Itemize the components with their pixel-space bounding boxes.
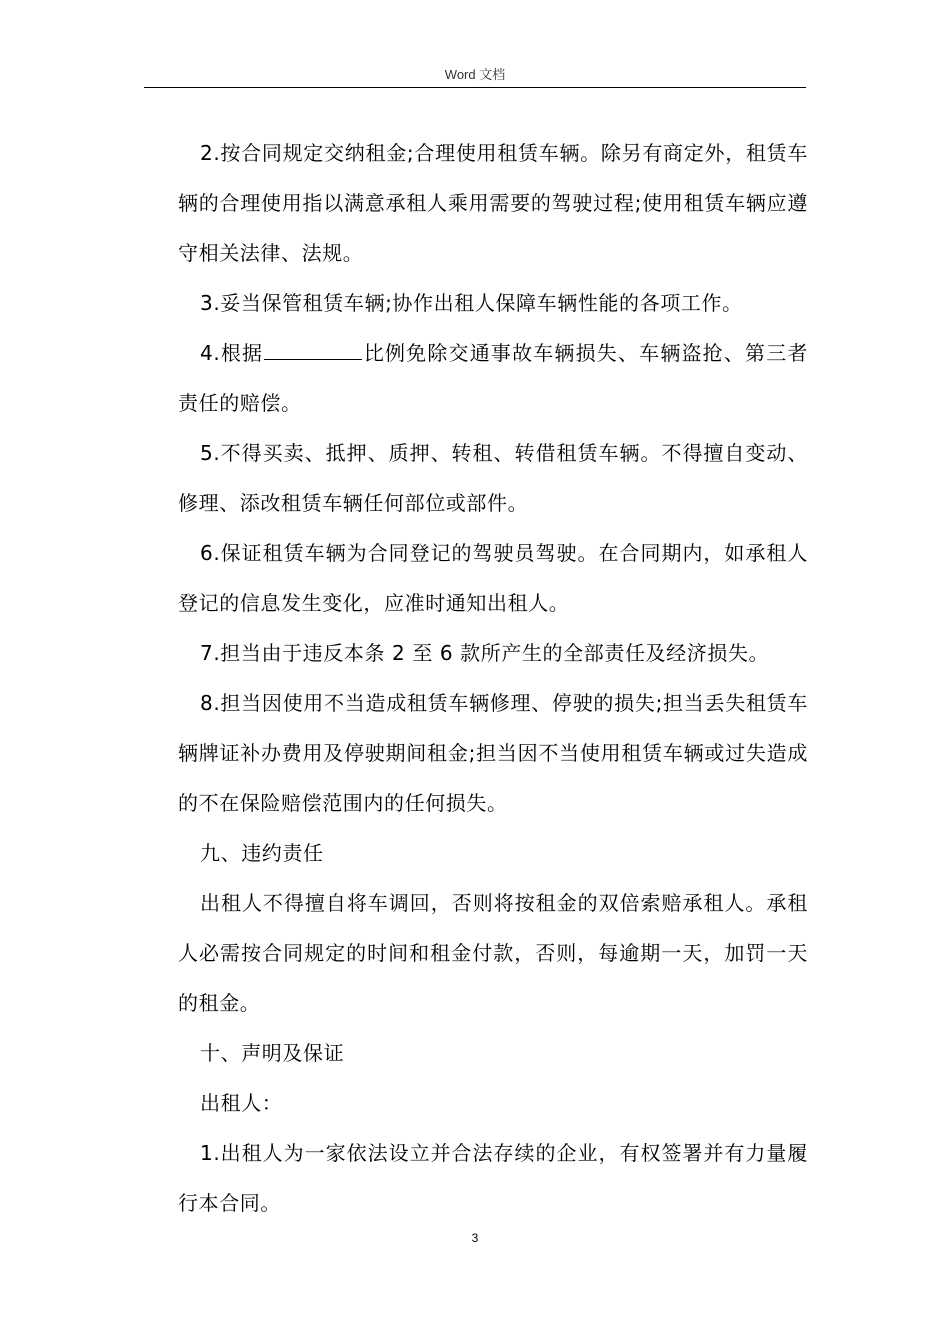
page-number: 3 — [471, 1231, 479, 1245]
paragraph-clause-7: 7.担当由于违反本条 2 至 6 款所产生的全部责任及经济损失。 — [200, 641, 770, 665]
clause-4-before-blank: 4.根据 — [200, 341, 264, 365]
page-header: Word 文档 — [444, 67, 506, 82]
paragraph-clause-3: 3.妥当保管租赁车辆;协作出租人保障车辆性能的各项工作。 — [200, 291, 743, 315]
paragraph-clause-6: 6.保证租赁车辆为合同登记的驾驶员驾驶。在合同期内，如承租人登记的信息发生变化，应准时通知出租人。 — [178, 541, 808, 615]
clause-4-after-blank: 比例免除交通事故车辆损失、车辆盗抢、第三者责任的赔偿。 — [178, 341, 809, 415]
paragraph-clause-4 — [178, 328, 808, 428]
section-heading-declarations: 十、声明及保证 — [200, 1041, 345, 1065]
section-heading-breach: 九、违约责任 — [200, 841, 324, 865]
fill-in-blank — [264, 339, 362, 360]
paragraph-clause-8: 8.担当因使用不当造成租赁车辆修理、停驶的损失;担当丢失租赁车辆牌证补办费用及停驶期间租金;担当因不当使用租赁车辆或过失造成的不在保险赔偿范围内的任何损失。 — [178, 691, 808, 815]
paragraph-lessor-clause-1: 1.出租人为一家依法设立并合法存续的企业，有权签署并有力量履行本合同。 — [178, 1141, 808, 1215]
paragraph-breach-liability: 出租人不得擅自将车调回，否则将按租金的双倍索赔承租人。承租人必需按合同规定的时间和租金付款，否则，每逾期一天，加罚一天的租金。 — [178, 891, 808, 1015]
paragraph-clause-5: 5.不得买卖、抵押、质押、转租、转借租赁车辆。不得擅自变动、修理、添改租赁车辆任何部位或部件。 — [178, 441, 808, 515]
header-divider — [144, 87, 806, 88]
paragraph-clause-2: 2.按合同规定交纳租金;合理使用租赁车辆。除另有商定外，租赁车辆的合理使用指以满意承租人乘用需要的驾驶过程;使用租赁车辆应遵守相关法律、法规。 — [178, 141, 808, 265]
document-body — [178, 128, 808, 1228]
paragraph-lessor-label: 出租人： — [200, 1091, 283, 1115]
